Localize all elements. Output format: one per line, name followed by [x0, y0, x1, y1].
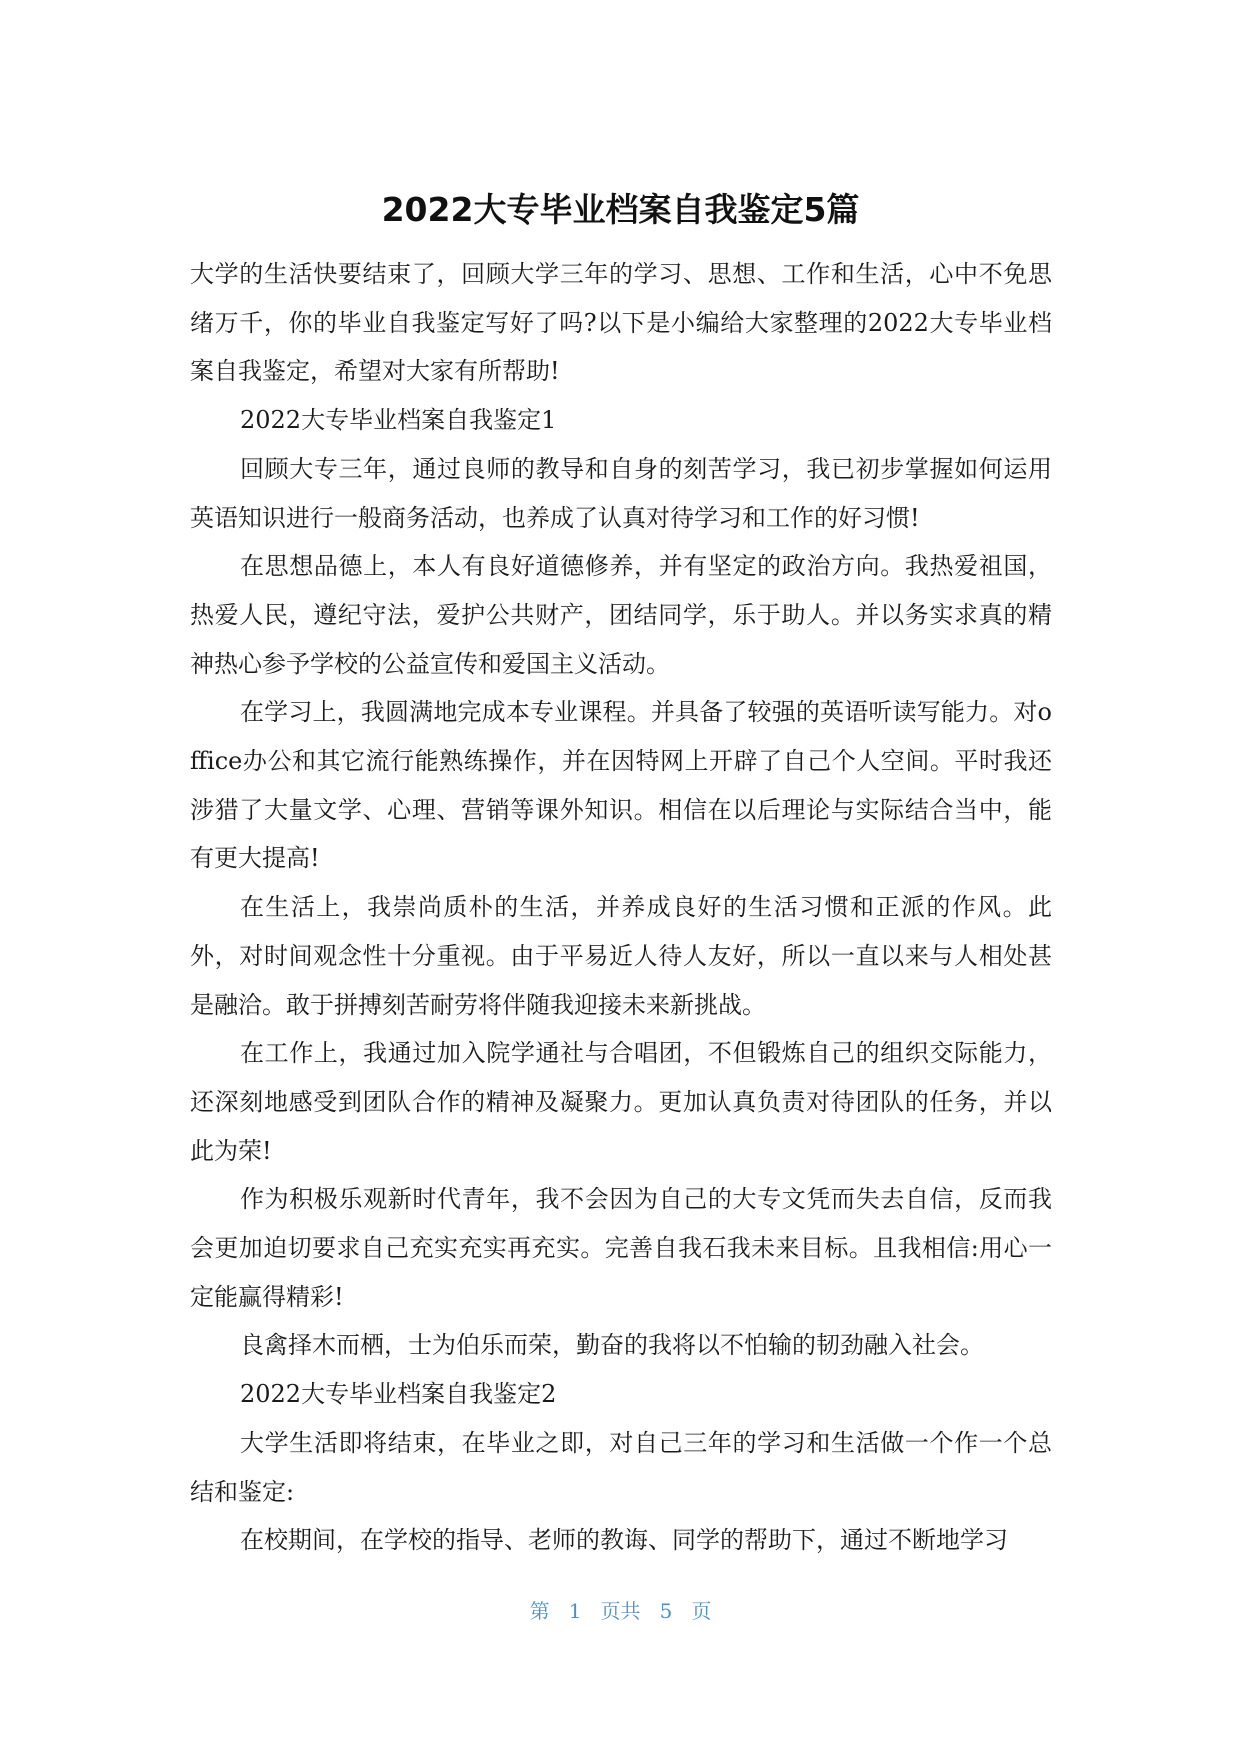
document-title: 2022大专毕业档案自我鉴定5篇: [381, 190, 860, 229]
paragraph: 在思想品德上，本人有良好道德修养，并有坚定的政治方向。我热爱祖国，热爱人民，遵纪守法，爱护公共财产，团结同学，乐于助人。并以务实求真的精神热心参予学校的公益宣传和爱国主义活动。: [190, 552, 1052, 678]
footer-suffix: 页: [691, 1599, 712, 1623]
paragraph: 回顾大专三年，通过良师的教导和自身的刻苦学习，我已初步掌握如何运用英语知识进行一般商务活动，也养成了认真对待学习和工作的好习惯!: [190, 454, 1052, 532]
paragraph: 大学的生活快要结束了，回顾大学三年的学习、思想、工作和生活，心中不免思绪万千，你的毕业自我鉴定写好了吗?以下是小编给大家整理的2022大专毕业档案自我鉴定，希望对大家有所帮助!: [190, 260, 1052, 386]
paragraph: 良禽择木而栖，士为伯乐而荣，勤奋的我将以不怕输的韧劲融入社会。: [240, 1331, 984, 1360]
section-heading: 2022大专毕业档案自我鉴定1: [240, 406, 557, 435]
paragraph: 在学习上，我圆满地完成本专业课程。并具备了较强的英语听读写能力。对office办公和其它流行能熟练操作，并在因特网上开辟了自己个人空间。平时我还涉猎了大量文学、心理、营销等课外知识。相信在以后理论与实际结合当中，能有更大提高!: [190, 698, 1052, 873]
paragraph: 在工作上，我通过加入院学通社与合唱团，不但锻炼自己的组织交际能力，还深刻地感受到团队合作的精神及凝聚力。更加认真负责对待团队的任务，并以此为荣!: [190, 1039, 1052, 1165]
section-heading: 2022大专毕业档案自我鉴定2: [240, 1380, 557, 1409]
footer-total-pages: 5: [659, 1599, 673, 1623]
paragraph: 在校期间，在学校的指导、老师的教诲、同学的帮助下，通过不断地学习: [240, 1526, 1008, 1555]
paragraph: 在生活上，我崇尚质朴的生活，并养成良好的生活习惯和正派的作风。此外，对时间观念性十分重视。由于平易近人待人友好，所以一直以来与人相处甚是融洽。敢于拼搏刻苦耐劳将伴随我迎接未来新挑战。: [190, 893, 1052, 1019]
footer-prefix: 第: [529, 1599, 550, 1623]
footer-current-page: 1: [568, 1599, 582, 1623]
document-body: [190, 250, 1052, 1565]
paragraph: 大学生活即将结束，在毕业之即，对自己三年的学习和生活做一个作一个总结和鉴定:: [190, 1428, 1052, 1506]
paragraph: 作为积极乐观新时代青年，我不会因为自己的大专文凭而失去自信，反而我会更加迫切要求自己充实充实再充实。完善自我石我未来目标。且我相信:用心一定能赢得精彩!: [190, 1185, 1052, 1311]
footer-middle: 页共: [600, 1599, 641, 1623]
page-footer: [0, 1596, 1241, 1626]
